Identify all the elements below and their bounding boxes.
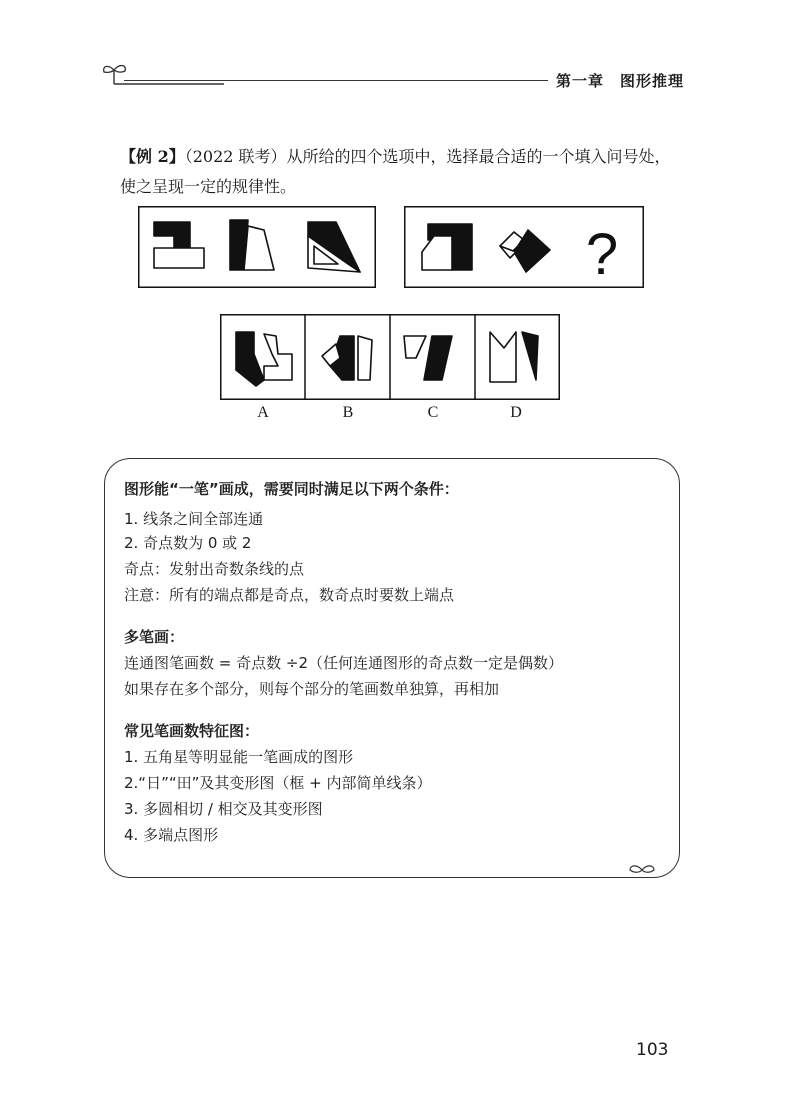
figure-4 — [422, 224, 472, 270]
common-item-4: 4. 多端点图形 — [124, 826, 219, 844]
option-label-d: D — [510, 404, 522, 421]
header-rule — [124, 80, 548, 81]
option-label-c: C — [427, 404, 439, 421]
question-source: （2022 联考） — [184, 147, 287, 166]
option-label-a: A — [257, 404, 269, 421]
question-body: 从所给的四个选项中，选择最合适的一个填入问号处，使之呈现一定的规律性。 — [120, 147, 671, 196]
multi-stroke-line-2: 如果存在多个部分，则每个部分的笔画数单独算，再相加 — [124, 680, 500, 698]
common-item-1: 1. 五角星等明显能一笔画成的图形 — [124, 748, 354, 766]
notes-heading: 图形能“一笔”画成，需要同时满足以下两个条件： — [124, 480, 459, 498]
option-d-figure — [490, 332, 538, 382]
option-c-figure — [404, 336, 452, 380]
figure-5 — [500, 230, 550, 272]
multi-stroke-heading: 多笔画： — [124, 628, 185, 646]
multi-stroke-line-1: 连通图笔画数 = 奇点数 ÷2（任何连通图形的奇点数一定是偶数） — [124, 654, 563, 672]
common-item-2: 2.“日”“田”及其变形图（框 + 内部简单线条） — [124, 774, 432, 792]
chapter-title: 图形推理 — [620, 72, 685, 90]
option-a-figure — [236, 332, 292, 386]
question-figure-right — [404, 206, 644, 288]
option-label-b: B — [342, 404, 354, 421]
common-item-3: 3. 多圆相切 / 相交及其变形图 — [124, 800, 323, 818]
missing-figure-mark: ? — [585, 222, 619, 287]
figure-1 — [154, 222, 204, 268]
options-figure — [220, 314, 560, 400]
leaf-icon — [628, 862, 656, 876]
question-text — [120, 142, 680, 202]
question-figure-left — [138, 206, 376, 288]
condition-1: 1. 线条之间全部连通 — [124, 510, 264, 528]
example-label: 【例 2】 — [120, 147, 185, 166]
figure-3 — [308, 222, 360, 272]
odd-point-definition: 奇点：发射出奇数条线的点 — [124, 560, 305, 578]
attention-note: 注意：所有的端点都是奇点，数奇点时要数上端点 — [124, 586, 455, 604]
page-number: 103 — [636, 1040, 669, 1060]
option-b-figure — [322, 336, 372, 380]
sprout-icon — [100, 60, 130, 86]
condition-2: 2. 奇点数为 0 或 2 — [124, 534, 252, 552]
figure-2 — [230, 220, 274, 270]
chapter-number: 第一章 — [556, 72, 605, 90]
common-heading: 常见笔画数特征图： — [124, 722, 260, 740]
chapter-header — [556, 70, 684, 91]
